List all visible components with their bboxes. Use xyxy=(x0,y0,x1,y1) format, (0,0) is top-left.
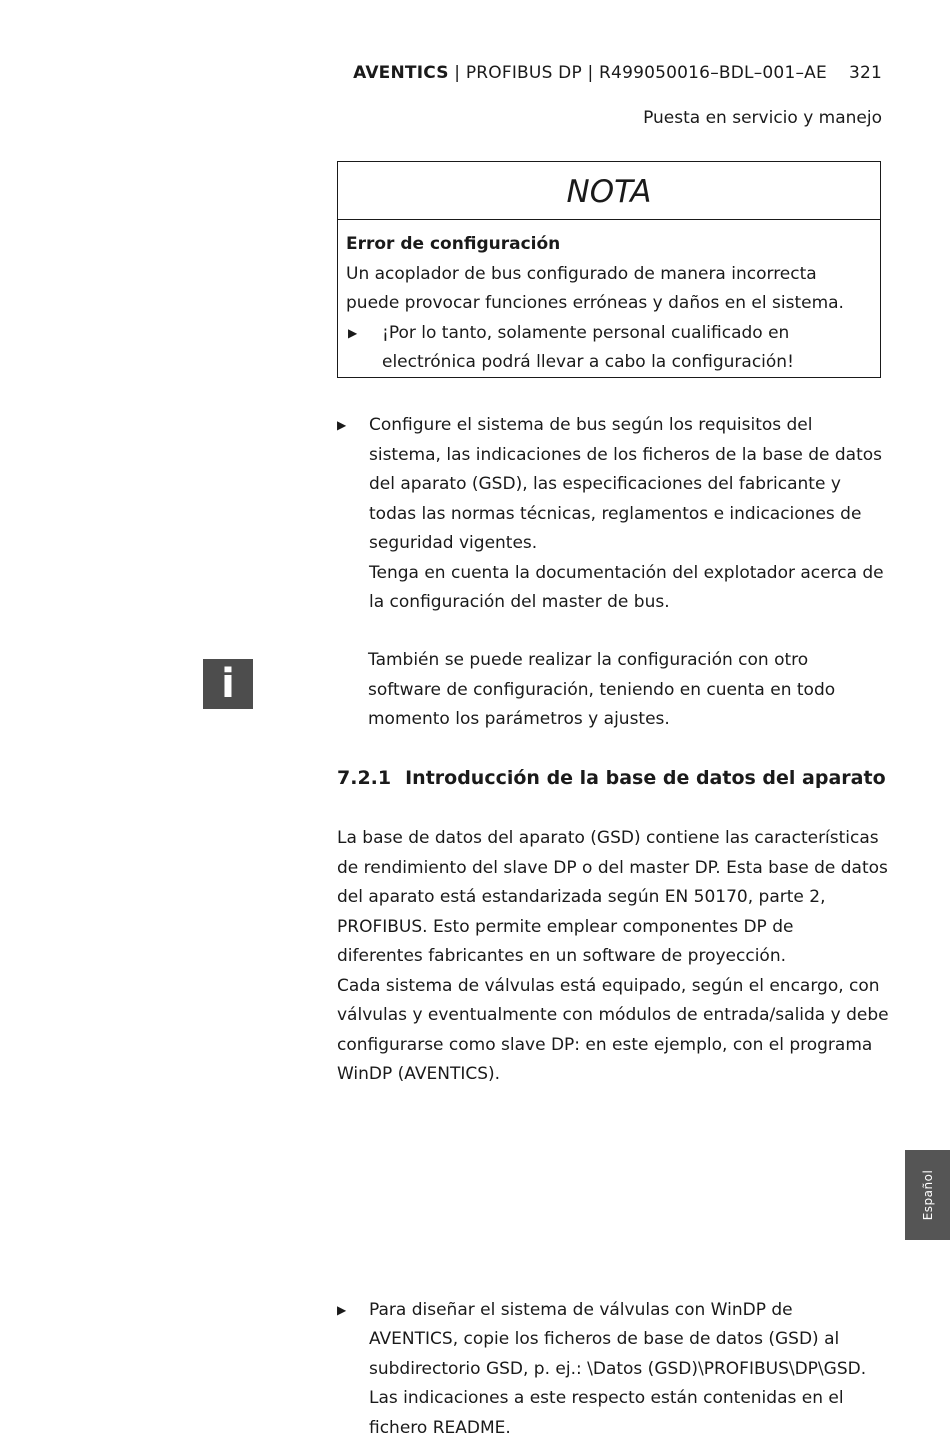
chapter-title: Puesta en servicio y manejo xyxy=(643,108,882,128)
instruction-line: Configure el sistema de bus según los requisitos del xyxy=(369,411,897,441)
instruction-line: Para diseñar el sistema de válvulas con WinDP de xyxy=(369,1296,897,1326)
instruction-line: sistema, las indicaciones de los ficheros de la base de datos xyxy=(369,441,897,471)
instruction-line: AVENTICS, copie los ficheros de base de datos (GSD) al xyxy=(369,1325,897,1355)
notice-bullet xyxy=(346,319,880,378)
paragraph-line: de rendimiento del slave DP o del master DP. Esta base de datos xyxy=(337,854,897,884)
paragraph-line: válvulas y eventualmente con módulos de entrada/salida y debe xyxy=(337,1001,897,1031)
paragraph-line: configurarse como slave DP: en este ejemplo, con el programa xyxy=(337,1031,897,1061)
paragraph-line: Cada sistema de válvulas está equipado, según el encargo, con xyxy=(337,972,897,1002)
notice-heading: Error de configuración xyxy=(346,230,880,260)
instruction-line: Tenga en cuenta la documentación del explotador acerca de xyxy=(369,559,897,589)
brand-name: AVENTICS xyxy=(353,63,449,83)
instruction-line: seguridad vigentes. xyxy=(369,529,897,559)
info-line: También se puede realizar la configuración con otro xyxy=(368,646,898,676)
instruction-bullet xyxy=(337,1296,897,1443)
bullet-arrow-icon: ▶ xyxy=(348,319,357,349)
notice-box xyxy=(337,161,881,378)
page-number: 321 xyxy=(849,63,882,83)
instruction-line: subdirectorio GSD, p. ej.: \Datos (GSD)\PROFIBUS\DP\GSD. xyxy=(369,1355,897,1385)
paragraph-line: La base de datos del aparato (GSD) contiene las características xyxy=(337,824,897,854)
subsection-heading xyxy=(337,767,886,789)
subsection-title: Introducción de la base de datos del aparato xyxy=(405,767,886,789)
instruction-line: Las indicaciones a este respecto están contenidas en el xyxy=(369,1384,897,1414)
body-paragraph xyxy=(337,824,897,1090)
notice-body xyxy=(338,220,880,378)
running-header xyxy=(353,63,882,83)
notice-line: Un acoplador de bus configurado de manera incorrecta xyxy=(346,260,880,290)
instruction-line: del aparato (GSD), las especificaciones del fabricante y xyxy=(369,470,897,500)
notice-line: puede provocar funciones erróneas y daños en el sistema. xyxy=(346,289,880,319)
bullet-arrow-icon: ▶ xyxy=(337,1296,346,1326)
info-line: software de configuración, teniendo en cuenta en todo xyxy=(368,676,898,706)
language-tab-label: Español xyxy=(921,1170,935,1221)
bullet-arrow-icon: ▶ xyxy=(337,411,346,441)
paragraph-line: del aparato está estandarizada según EN 50170, parte 2, xyxy=(337,883,897,913)
subsection-number: 7.2.1 xyxy=(337,767,391,789)
language-tab xyxy=(905,1150,950,1240)
info-text xyxy=(368,646,898,735)
info-icon: i xyxy=(203,659,253,709)
instruction-line: todas las normas técnicas, reglamentos e indicaciones de xyxy=(369,500,897,530)
notice-bullet-line: ¡Por lo tanto, solamente personal cualificado en xyxy=(382,319,880,349)
document-reference: | PROFIBUS DP | R499050016–BDL–001–AE xyxy=(449,63,827,83)
paragraph-line: PROFIBUS. Esto permite emplear componentes DP de xyxy=(337,913,897,943)
instruction-line: la configuración del master de bus. xyxy=(369,588,897,618)
info-line: momento los parámetros y ajustes. xyxy=(368,705,898,735)
notice-title: NOTA xyxy=(338,162,880,220)
paragraph-line: WinDP (AVENTICS). xyxy=(337,1060,897,1090)
instruction-bullet xyxy=(337,411,897,618)
instruction-line: fichero README. xyxy=(369,1414,897,1443)
notice-bullet-line: electrónica podrá llevar a cabo la configuración! xyxy=(382,348,880,378)
paragraph-line: diferentes fabricantes en un software de proyección. xyxy=(337,942,897,972)
